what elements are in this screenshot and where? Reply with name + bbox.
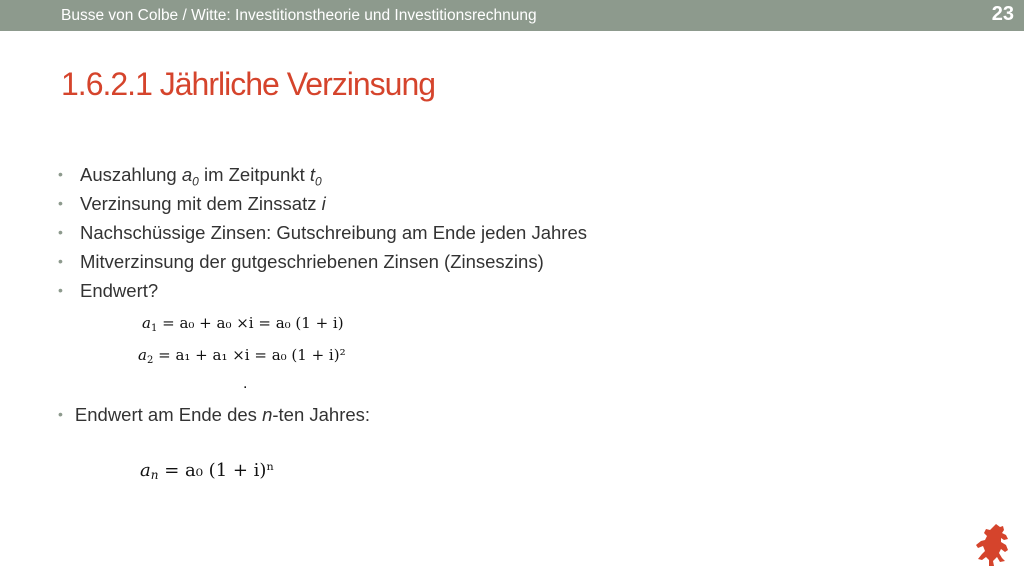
- bullet-dot-icon: •: [58, 253, 63, 269]
- header-text: Busse von Colbe / Witte: Investitionstheorie und Investitionsrechnung: [61, 7, 537, 24]
- bullet-list: [58, 160, 587, 305]
- bullet-item: • Nachschüssige Zinsen: Gutschreibung am Ende jeden Jahres: [58, 218, 587, 247]
- header-bar: [0, 0, 1024, 31]
- formula-a2: $a_2 = a_1 + a_1 \times i = a_0$ (1 + i)²: [138, 346, 346, 366]
- bullet-dot-icon: •: [58, 282, 63, 298]
- bullet-dot-icon: •: [58, 406, 63, 422]
- bullet-dot-icon: •: [58, 195, 63, 211]
- bullet-item: • Auszahlung $a_0$ im Zeitpunkt $t_0$: [58, 160, 587, 189]
- ellipsis-dot: .: [243, 375, 248, 392]
- page-number: 23: [991, 3, 1014, 25]
- bullet-item-endwert: • Endwert am Ende des n-ten Jahres:: [58, 404, 371, 425]
- berlin-bear-icon: [974, 522, 1014, 572]
- slide-title: 1.6.2.1 Jährliche Verzinsung: [61, 66, 436, 102]
- bullet-item: • Verzinsung mit dem Zinssatz i: [58, 189, 587, 218]
- bullet-item: • Mitverzinsung der gutgeschriebenen Zinsen (Zinseszins): [58, 247, 587, 276]
- formula-an: $a_n = a_0$ (1 + i)ⁿ: [140, 460, 275, 482]
- bullet-item: • Endwert?: [58, 276, 587, 305]
- bullet-dot-icon: •: [58, 166, 63, 182]
- formula-a1: $a_1 = a_0 + a_0 \times i = a_0$ (1 + i): [142, 314, 344, 334]
- bullet-dot-icon: •: [58, 224, 63, 240]
